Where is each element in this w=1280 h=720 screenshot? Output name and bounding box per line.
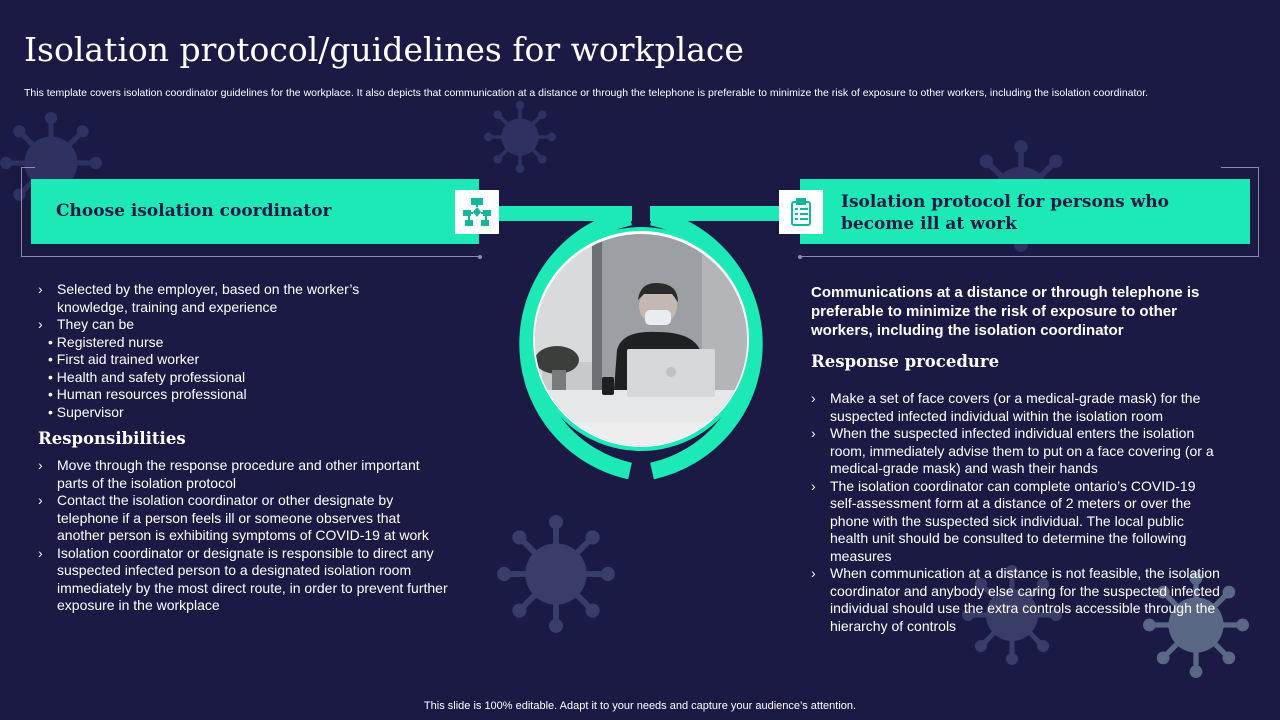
list-item: • Registered nurse [48,333,164,350]
chevron-right-icon: › [38,457,43,473]
card-title: Isolation protocol for persons who become ill at work [841,192,1169,234]
page-subtitle: This template covers isolation coordinator guidelines for the workplace. It also depicts that communication at a distance or through the telephone is preferable to minimize the risk of exposure to other workers, including the isolation coordinator. [24,87,1149,99]
chevron-right-icon: › [811,477,816,494]
list-item: › Make a set of face covers (or a medical-grade mask) for the suspected infected individual within the isolation room [811,390,1201,424]
chevron-right-icon: › [38,316,43,332]
list-item: • Health and safety professional [48,368,246,385]
chevron-right-icon: › [38,492,43,508]
right-frame-bottom [800,256,1259,257]
list-item: › The isolation coordinator can complete ontario’s COVID-19 self-assessment form at a distance of 2 meters or over the phone with the suspected sick individual. The local public health unit should be consulted to determine the following measures [811,477,1196,564]
communication-intro: Communications at a distance or through telephone is preferable to minimize the risk of exposure to other workers, including the isolation coordinator [811,284,1200,339]
response-procedure-heading: Response procedure [811,352,1000,371]
list-item: › When communication at a distance is not feasible, the isolation coordinator and anybody else caring for the suspected infected individual should use the extra controls accessible through the hierarchy of controls [811,565,1220,634]
coordinator-icon-box [455,190,499,234]
virus-decoration-icon [497,515,615,633]
page-title: Isolation protocol/guidelines for workplace [24,30,744,69]
list-item: › Move through the response procedure and other important parts of the isolation protocol [38,457,420,491]
list-item: › They can be [38,316,135,332]
protocol-icon-box [779,190,823,234]
chevron-right-icon: › [38,281,43,297]
left-frame-bottom [21,256,480,257]
coordinator-criteria-list [38,281,398,421]
chevron-right-icon: › [811,425,816,441]
card-title: Choose isolation coordinator [56,201,332,221]
chevron-right-icon: › [811,565,816,581]
clipboard-icon [786,197,816,227]
footer-note: This slide is 100% editable. Adapt it to your needs and capture your audience’s attention. [423,700,857,712]
list-item: • Human resources professional [48,386,247,402]
worker-photo [532,232,750,448]
virus-decoration-icon [484,101,556,173]
left-frame-vertical [21,167,22,257]
chevron-right-icon: › [38,544,43,561]
flowchart-icon [461,196,493,228]
list-item: › Selected by the employer, based on the worker’s knowledge, training and experience [38,281,360,315]
responsibilities-list [38,457,448,615]
responsibilities-heading: Responsibilities [38,429,186,448]
right-frame-top [1221,167,1259,168]
list-item: › Contact the isolation coordinator or other designate by telephone if a person feels ill or someone observes that another person is exhibiting symptoms of COVID-19 at work [38,492,429,543]
list-item: › When the suspected infected individual enters the isolation room, immediately advise them to put on a face covering (or a medical-grade mask) and wash their hands [811,425,1214,476]
list-item: › Isolation coordinator or designate is responsible to direct any suspected infected person to a designated isolation room immediately by the most direct route, in order to prevent further exposure in the workplace [38,544,448,613]
isolation-coordinator-card [31,179,479,244]
left-frame-top [21,167,35,168]
chevron-right-icon: › [811,390,816,406]
isolation-protocol-card [800,179,1250,244]
list-item: • First aid trained worker [48,351,200,367]
response-procedure-list [811,390,1223,635]
list-item: • Supervisor [48,403,124,420]
right-frame-vertical [1258,167,1259,257]
